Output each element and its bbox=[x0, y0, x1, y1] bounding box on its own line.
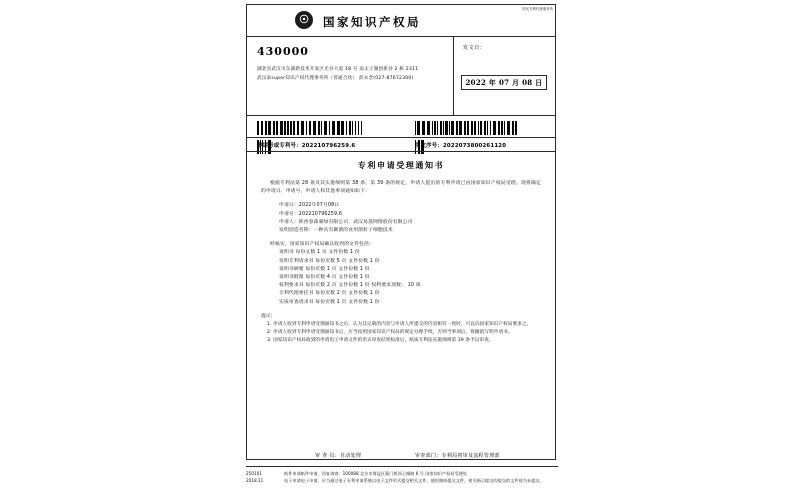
dispatch-number bbox=[415, 141, 506, 149]
issue-date-value: 2022 年 07 月 08 日 bbox=[461, 75, 547, 90]
list-item: 权利要求书 每份页数 2 页 文件份数 1 份 权利要求项数： 10 项 bbox=[279, 283, 421, 289]
form-code: 250101 bbox=[246, 471, 262, 476]
issue-date-label: 发文日： bbox=[463, 45, 486, 51]
field-application-no: 申请号：202210796259.6 bbox=[279, 211, 343, 217]
list-item: 说明书 每份文数 1 页 文件份数 1 份 bbox=[279, 250, 360, 256]
department-value: 专利局初审及流程管理部 bbox=[441, 453, 500, 459]
list-item: 专利代理委托书 每份页数 2 页 文件份数 1 份 bbox=[279, 291, 380, 297]
dispatch-number-label: 发文序号： bbox=[415, 143, 443, 149]
notice-sheet bbox=[246, 4, 556, 460]
notice-item: 2. 申请人收到专利申请受理通知书后，应当按照国家知识产权局的规定办理手续，否则当事项后，将撤销写明申请书。 bbox=[267, 330, 513, 336]
numbers-row bbox=[247, 138, 555, 152]
signature-row bbox=[247, 445, 555, 459]
document-body bbox=[247, 152, 555, 345]
page-title: 国家知识产权局 bbox=[323, 15, 421, 29]
footer-text-2: 电子申请，应当通过电子专利申请系统以电子文件形式提交相关文件。使用典纸提交文件，相关指示提交的提交的文件视为未提交。 bbox=[300, 478, 544, 483]
intro-paragraph: 根据专利法第 28 条及其实施细则第 38 条、第 39 条的规定，申请人提出的专利申请已由国家知识产权局受理。现将确定的申请日、申请号、申请人和其他事项通知如下： bbox=[261, 181, 541, 195]
footer-form-version bbox=[246, 477, 284, 484]
reviewer-value: 自动处理 bbox=[339, 453, 362, 459]
footer-note-2 bbox=[284, 477, 558, 484]
footer-form-code bbox=[246, 470, 284, 477]
notice-item: 1. 申请人收到专利申请受理通知书之后，认为其记载的内容与申请人所提交的内容相符一致时，可以向国家知识产权局要求之。 bbox=[267, 322, 532, 328]
notice-item: 3. 国家知识产权局收到的申请电子申请文件的形式审查结果标准后，纸质专利法实施细则第 39 条予以审查。 bbox=[267, 338, 494, 344]
field-applicant: 申请人：陕西春森蒙绿有限公司、武汉易荔网络股份有限公司 bbox=[279, 219, 413, 225]
list-item: 实质审查请求书 每份页数 1 页 文件份数 1 份 bbox=[279, 299, 380, 305]
issue-info bbox=[455, 37, 555, 115]
zip-code: 430000 bbox=[257, 45, 309, 58]
footer-text-1: 纸件申请，回复请寄：100088 北京市海淀区蓟门桥西土城路 6 号 国家知识产权局受理处 bbox=[300, 471, 468, 476]
application-number bbox=[257, 141, 355, 149]
list-item: 说明书摘要 每份页数 1 页 文件份数 1 份 bbox=[279, 266, 370, 272]
notice-heading: 提示： bbox=[261, 313, 276, 319]
department-label: 审查部门： bbox=[415, 453, 442, 459]
list-item: 发明专利请求书 每份页数 5 页 文件份数 1 份 bbox=[279, 258, 380, 264]
barcode-row bbox=[247, 116, 555, 138]
address-block bbox=[247, 37, 555, 116]
application-number-value: 202210796259.6 bbox=[301, 143, 356, 149]
field-invention-title: 发明创造名称：一种具有御菌的食用菌粒子细胞技术 bbox=[279, 228, 393, 234]
recipient-address bbox=[247, 37, 454, 115]
corner-code-text: 阳光专利代理事务所 bbox=[522, 7, 553, 11]
footer-left-label-1: 纸件申请 bbox=[284, 471, 301, 476]
footer-row-1 bbox=[246, 470, 558, 477]
cnipa-emblem-icon: ☉ bbox=[295, 11, 313, 29]
dispatch-number-value: 2022073800261120 bbox=[442, 143, 507, 149]
document-footer bbox=[246, 466, 558, 484]
field-filing-date: 申请日：2022年07月08日 bbox=[279, 203, 340, 209]
department-field bbox=[415, 452, 500, 459]
address-line-1: 湖北省武汉市东湖新技术开发区光谷大道 18 号 南太子湖创新谷 2 栋 2311 bbox=[257, 67, 419, 72]
reviewer-field bbox=[315, 452, 361, 459]
documents-intro: 经核实，国家知识产权局确认收到的文件包括： bbox=[270, 242, 374, 248]
footer-row-2 bbox=[246, 477, 558, 484]
list-item: 说明书附图 每份页数 4 页 文件份数 1 份 bbox=[279, 275, 370, 281]
notice-title: 专利申请受理通知书 bbox=[357, 160, 445, 170]
footer-note-1 bbox=[284, 470, 558, 477]
application-barcode bbox=[257, 120, 365, 134]
address-line-2: 武汉泰super知识产权代理事务所（普通合伙） 彭永念(027-87672300) bbox=[257, 76, 414, 81]
application-number-label: 申请号或专利号： bbox=[257, 143, 302, 149]
document-header bbox=[247, 5, 555, 37]
footer-left-label-2: 电子申请 bbox=[284, 478, 301, 483]
form-version: 2018.11 bbox=[246, 478, 264, 483]
reviewer-label: 审 查 员： bbox=[315, 453, 340, 459]
dispatch-barcode bbox=[415, 120, 520, 134]
